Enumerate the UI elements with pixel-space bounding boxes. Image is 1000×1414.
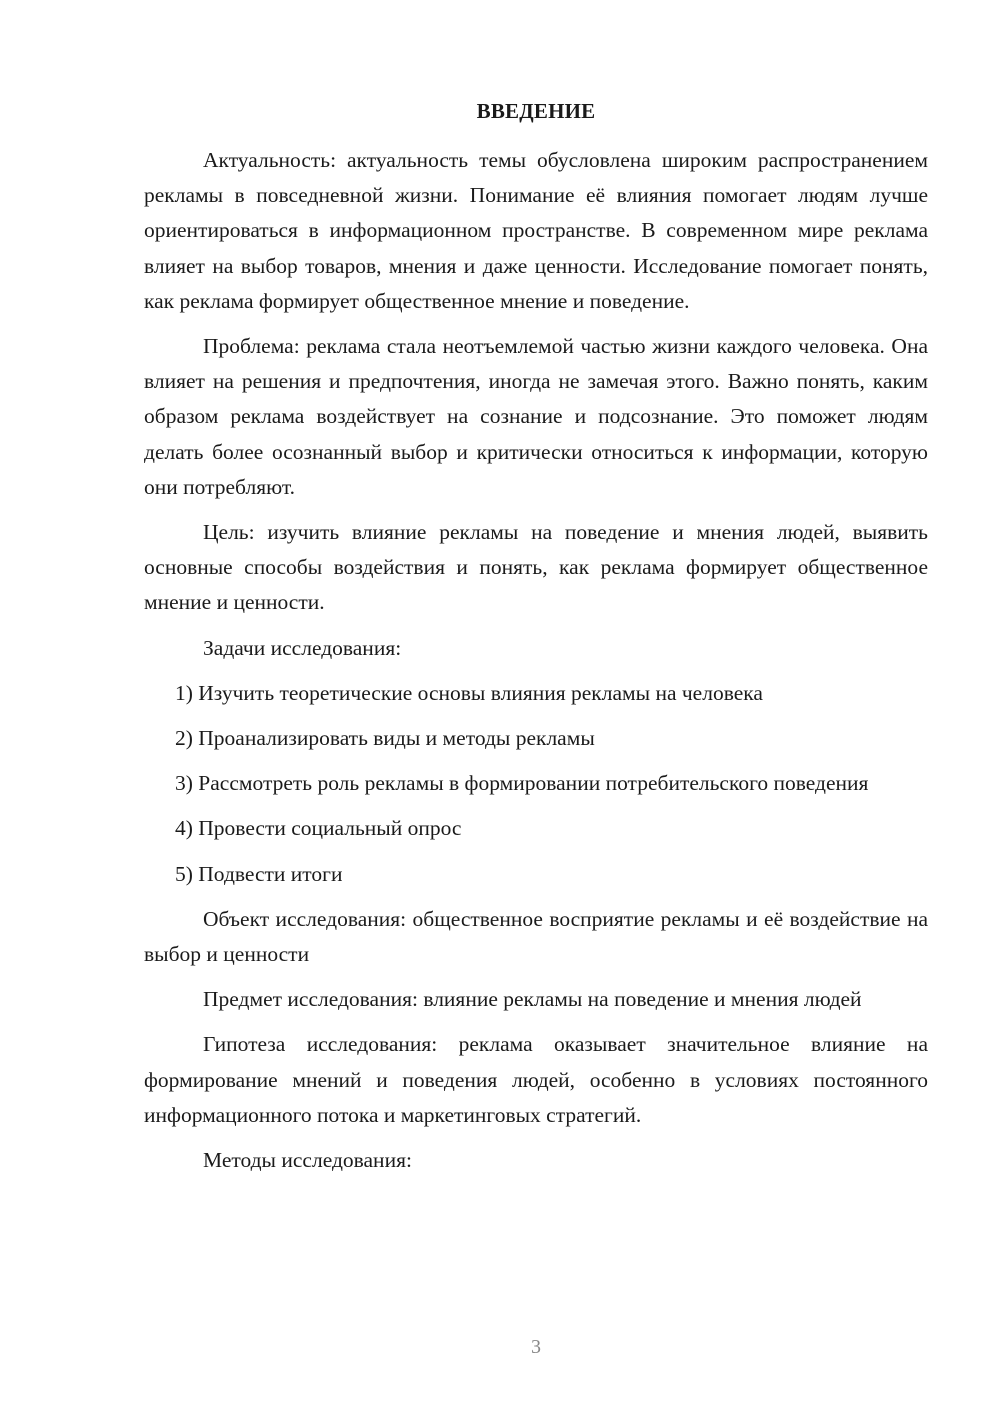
page-number: 3 — [531, 1336, 541, 1358]
paragraph-problem: Проблема: реклама стала неотъемлемой частью жизни каждого человека. Она влияет на решения и предпочтения, иногда не замечая этого. Важно понять, каким образом реклама воздействует на сознание и подсознание. Это поможет людям делать более осознанный выбор и критически относиться к информации, которую они потребляют. — [144, 334, 928, 499]
task-item-1: 1) Изучить теоретические основы влияния рекламы на человека — [175, 680, 763, 705]
task-item-5: 5) Подвести итоги — [175, 861, 343, 886]
paragraph-hypothesis: Гипотеза исследования: реклама оказывает значительное влияние на формирование мнений и поведения людей, особенно в условиях постоянного информационного потока и маркетинговых стратегий. — [144, 1032, 928, 1127]
task-item-4: 4) Провести социальный опрос — [175, 816, 462, 841]
task-item-3: 3) Рассмотреть роль рекламы в формировании потребительского поведения — [175, 771, 869, 796]
paragraph-relevance: Актуальность: актуальность темы обусловлена широким распространением рекламы в повседневной жизни. Понимание её влияния помогает людям лучше ориентироваться в информационном пространстве. В современном мире реклама влияет на выбор товаров, мнения и даже ценности. Исследование помогает понять, как реклама формирует общественное мнение и поведение. — [144, 148, 928, 313]
task-item-2: 2) Проанализировать виды и методы рекламы — [175, 726, 595, 751]
paragraph-goal: Цель: изучить влияние рекламы на поведение и мнения людей, выявить основные способы воздействия и понять, как реклама формирует общественное мнение и ценности. — [144, 520, 928, 615]
paragraph-tasks-heading: Задачи исследования: — [203, 635, 402, 660]
paragraph-subject: Предмет исследования: влияние рекламы на поведение и мнения людей — [203, 987, 862, 1012]
paragraph-object: Объект исследования: общественное восприятие рекламы и её воздействие на выбор и ценности — [144, 906, 928, 967]
body-text — [144, 143, 928, 1188]
paragraph-methods: Методы исследования: — [203, 1148, 412, 1173]
section-title: ВВЕДЕНИЕ — [476, 99, 596, 123]
document-page — [144, 0, 928, 1414]
